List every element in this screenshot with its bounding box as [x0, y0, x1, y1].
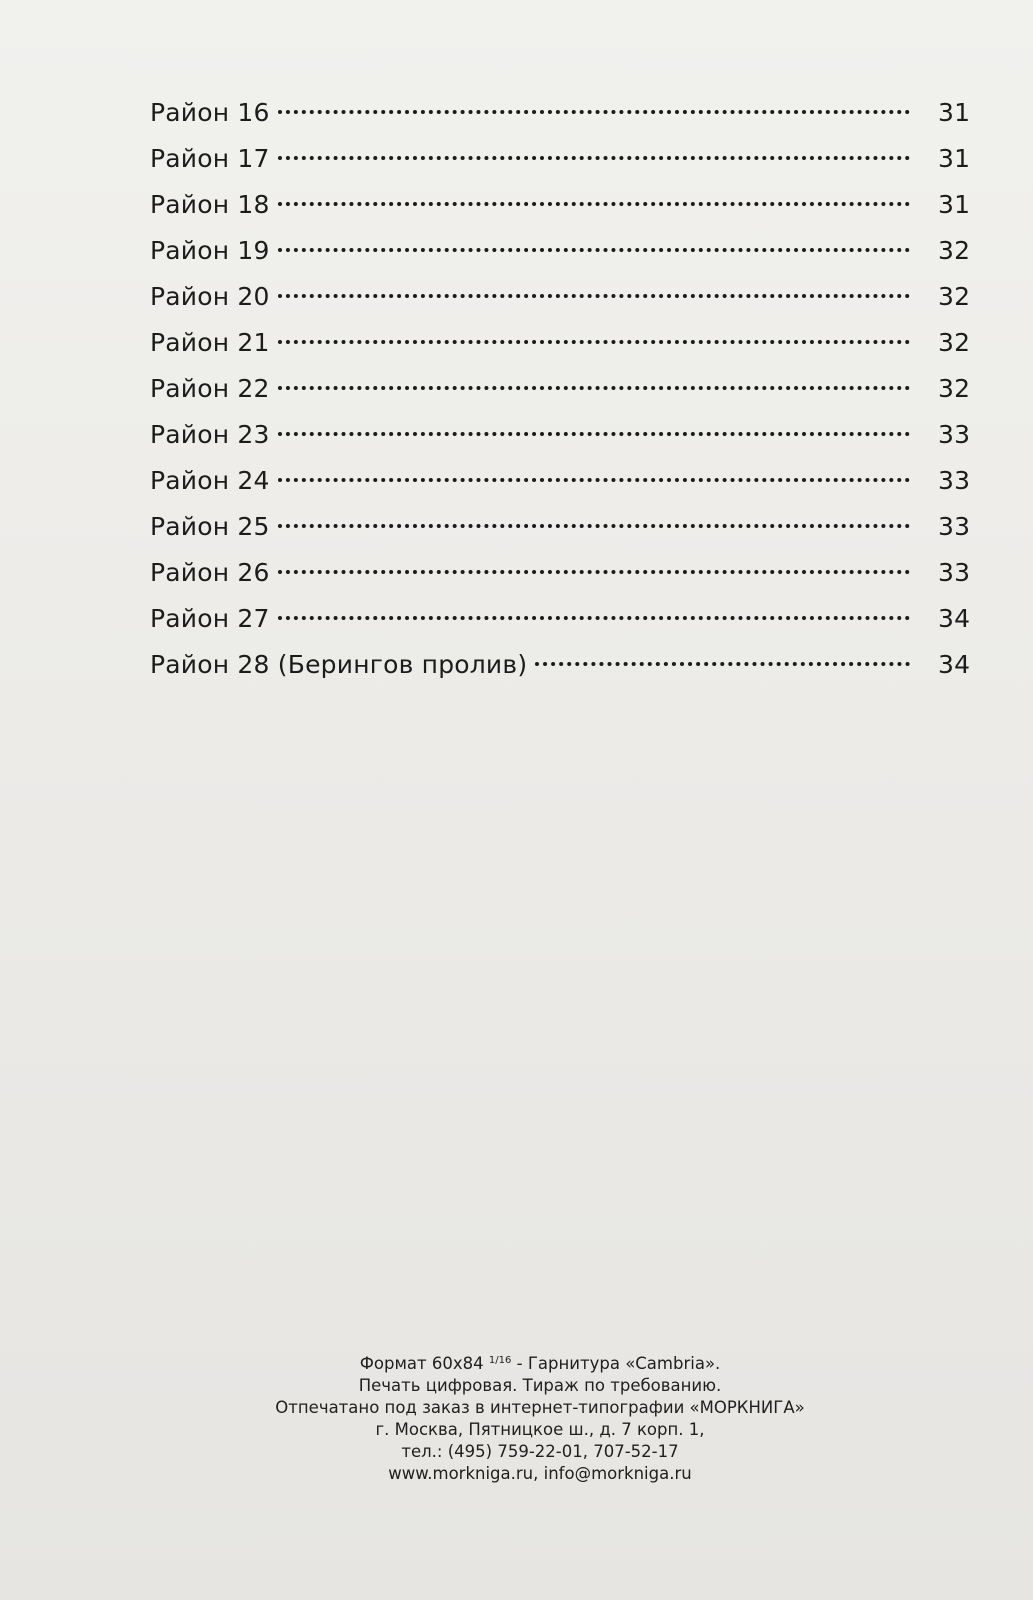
imprint-print-type: Печать цифровая. Тираж по требованию.: [358, 1376, 722, 1395]
toc-entry-page: 34: [938, 650, 971, 679]
imprint-web-email: www.morkniga.ru, info@morkniga.ru: [388, 1464, 692, 1483]
toc-entry-page: 31: [938, 144, 971, 173]
imprint-format-line: [200, 1350, 880, 1375]
dot-leader: [278, 616, 910, 620]
toc-entry-page: 34: [938, 604, 971, 633]
toc-entry: [150, 458, 970, 504]
toc-entry-title: Район 23: [150, 420, 270, 449]
toc-entry-page: 33: [938, 512, 971, 541]
toc-entry-page: 33: [938, 558, 971, 587]
toc-entry-title: Район 22: [150, 374, 270, 403]
imprint-typeface: - Гарнитура «Cambria».: [516, 1354, 721, 1373]
toc-entry-page: 32: [938, 328, 971, 357]
toc-entry: [150, 366, 970, 412]
toc-entry-title: Район 27: [150, 604, 270, 633]
toc-entry-page: 33: [938, 420, 971, 449]
toc-entry-title: Район 26: [150, 558, 270, 587]
dot-leader: [278, 340, 910, 344]
imprint-format: Формат 60x84: [359, 1354, 484, 1373]
toc-entry: [150, 320, 970, 366]
toc-entry-page: 31: [938, 190, 971, 219]
toc-entry-title: Район 28 (Берингов пролив): [150, 650, 528, 679]
dot-leader: [278, 570, 910, 574]
toc-entry: [150, 182, 970, 228]
dot-leader: [278, 248, 910, 252]
toc-entry-title: Район 17: [150, 144, 270, 173]
toc-entry: [150, 90, 970, 136]
toc-entry-title: Район 19: [150, 236, 270, 265]
toc-entry: [150, 274, 970, 320]
dot-leader: [278, 524, 910, 528]
toc-entry-page: 32: [938, 236, 971, 265]
toc-entry-page: 32: [938, 374, 971, 403]
dot-leader: [278, 202, 910, 206]
toc-entry-title: Район 18: [150, 190, 270, 219]
toc-entry: [150, 136, 970, 182]
toc-entry-title: Район 25: [150, 512, 270, 541]
toc-entry: [150, 228, 970, 274]
dot-leader: [278, 156, 910, 160]
toc-entry-title: Район 21: [150, 328, 270, 357]
toc-entry: [150, 550, 970, 596]
dot-leader: [278, 110, 910, 114]
toc-entry: [150, 412, 970, 458]
toc-entry-page: 33: [938, 466, 971, 495]
dot-leader: [278, 432, 910, 436]
imprint-block: [200, 1350, 880, 1485]
table-of-contents: [150, 90, 970, 688]
imprint-format-fraction: 1/16: [488, 1355, 512, 1366]
imprint-address: г. Москва, Пятницкое ш., д. 7 корп. 1,: [375, 1420, 705, 1439]
dot-leader: [278, 294, 910, 298]
toc-entry-title: Район 16: [150, 98, 270, 127]
dot-leader: [535, 662, 910, 666]
toc-entry-title: Район 20: [150, 282, 270, 311]
toc-entry: [150, 642, 970, 688]
toc-entry: [150, 596, 970, 642]
toc-entry-title: Район 24: [150, 466, 270, 495]
imprint-printer: Отпечатано под заказ в интернет-типографии «МОРКНИГА»: [275, 1398, 805, 1417]
imprint-phone: тел.: (495) 759-22-01, 707-52-17: [401, 1442, 679, 1461]
dot-leader: [278, 386, 910, 390]
toc-entry: [150, 504, 970, 550]
dot-leader: [278, 478, 910, 482]
toc-entry-page: 31: [938, 98, 971, 127]
toc-entry-page: 32: [938, 282, 971, 311]
